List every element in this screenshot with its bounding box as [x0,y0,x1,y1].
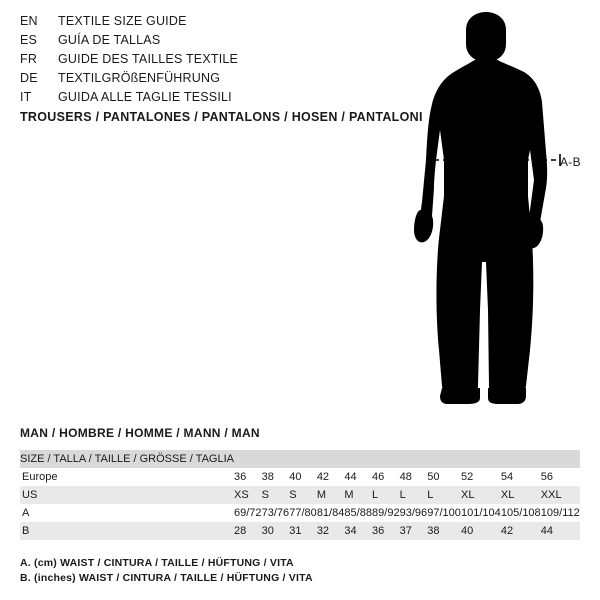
cell: 81/84 [316,507,345,519]
cell: 28 [234,522,262,540]
language-text: GUIDE DES TAILLES TEXTILE [58,52,239,66]
cell: 46 [372,471,385,483]
cell: 44 [541,522,580,540]
footnote-a: A. (cm) WAIST / CINTURA / TAILLE / HÜFTUNG / VITA [20,557,294,569]
language-text: TEXTILGRÖßENFÜHRUNG [58,71,221,85]
cell: 44 [344,471,357,483]
row-label: Europe [22,471,58,483]
language-text: GUIDA ALLE TAGLIE TESSILI [58,90,232,104]
cell: 56 [540,471,554,483]
language-code: DE [20,71,38,85]
cell: 31 [289,522,317,540]
cell: 50 [427,471,440,483]
cell: 40 [289,471,302,483]
footnotes [20,556,313,586]
table-row [20,504,580,522]
cell: XL [501,486,541,504]
cell: S [262,486,290,504]
table-row [20,468,580,486]
cell: 93/96 [399,507,428,519]
cell: 97/100 [427,507,461,519]
language-row [20,33,400,52]
cell: 30 [262,522,290,540]
cell: 89/92 [372,507,400,519]
cell: M [317,486,345,504]
section-title: TROUSERS / PANTALONES / PANTALONS / HOSEN / PANTALONI [20,110,423,124]
measure-label-ab: A-B [560,155,581,169]
table-title: MAN / HOMBRE / HOMME / MANN / MAN [20,426,260,440]
cell: 32 [317,522,345,540]
cell: 36 [233,471,247,483]
cell: XS [234,486,262,504]
language-row [20,90,400,109]
cell: 42 [316,471,330,483]
cell: L [400,486,428,504]
cell: 34 [344,522,372,540]
cell: XL [461,486,501,504]
cell: 42 [501,522,541,540]
size-table [20,450,580,540]
cell: 52 [461,471,474,483]
language-header-block [20,14,400,109]
cell: 38 [261,471,274,483]
language-code: ES [20,33,38,47]
table-row [20,522,580,540]
language-row [20,71,400,90]
language-code: FR [20,52,38,66]
cell: 48 [399,471,412,483]
language-row [20,52,400,71]
cell: 36 [372,522,400,540]
row-label: US [20,486,234,504]
cell: 77/80 [289,507,317,519]
cell: 54 [500,471,514,483]
table-header-row [20,450,580,468]
language-code: IT [20,90,32,104]
cell: 73/76 [261,507,290,519]
silhouette-svg [400,10,600,410]
cell: 85/88 [344,507,372,519]
cell: 37 [400,522,428,540]
table-header-label: SIZE / TALLA / TAILLE / GRÖSSE / TAGLIA [20,453,234,465]
cell: M [344,486,372,504]
cell: 105/108 [500,507,541,519]
cell: 69/72 [233,507,262,519]
cell: 109/112 [540,507,580,519]
table-row [20,486,580,504]
language-text: GUÍA DE TALLAS [58,33,161,47]
cell: 40 [461,522,501,540]
row-label: B [20,522,234,540]
row-label: A [22,507,30,519]
language-row [20,14,400,33]
cell: L [427,486,461,504]
cell: XXL [541,486,580,504]
figure-male-silhouette [400,10,600,410]
cell: 101/104 [461,507,501,519]
footnote-b: B. (inches) WAIST / CINTURA / TAILLE / HÜFTUNG / VITA [20,572,313,584]
cell: L [372,486,400,504]
cell: S [289,486,317,504]
language-code: EN [20,14,38,28]
language-text: TEXTILE SIZE GUIDE [58,14,187,28]
cell: 38 [427,522,461,540]
